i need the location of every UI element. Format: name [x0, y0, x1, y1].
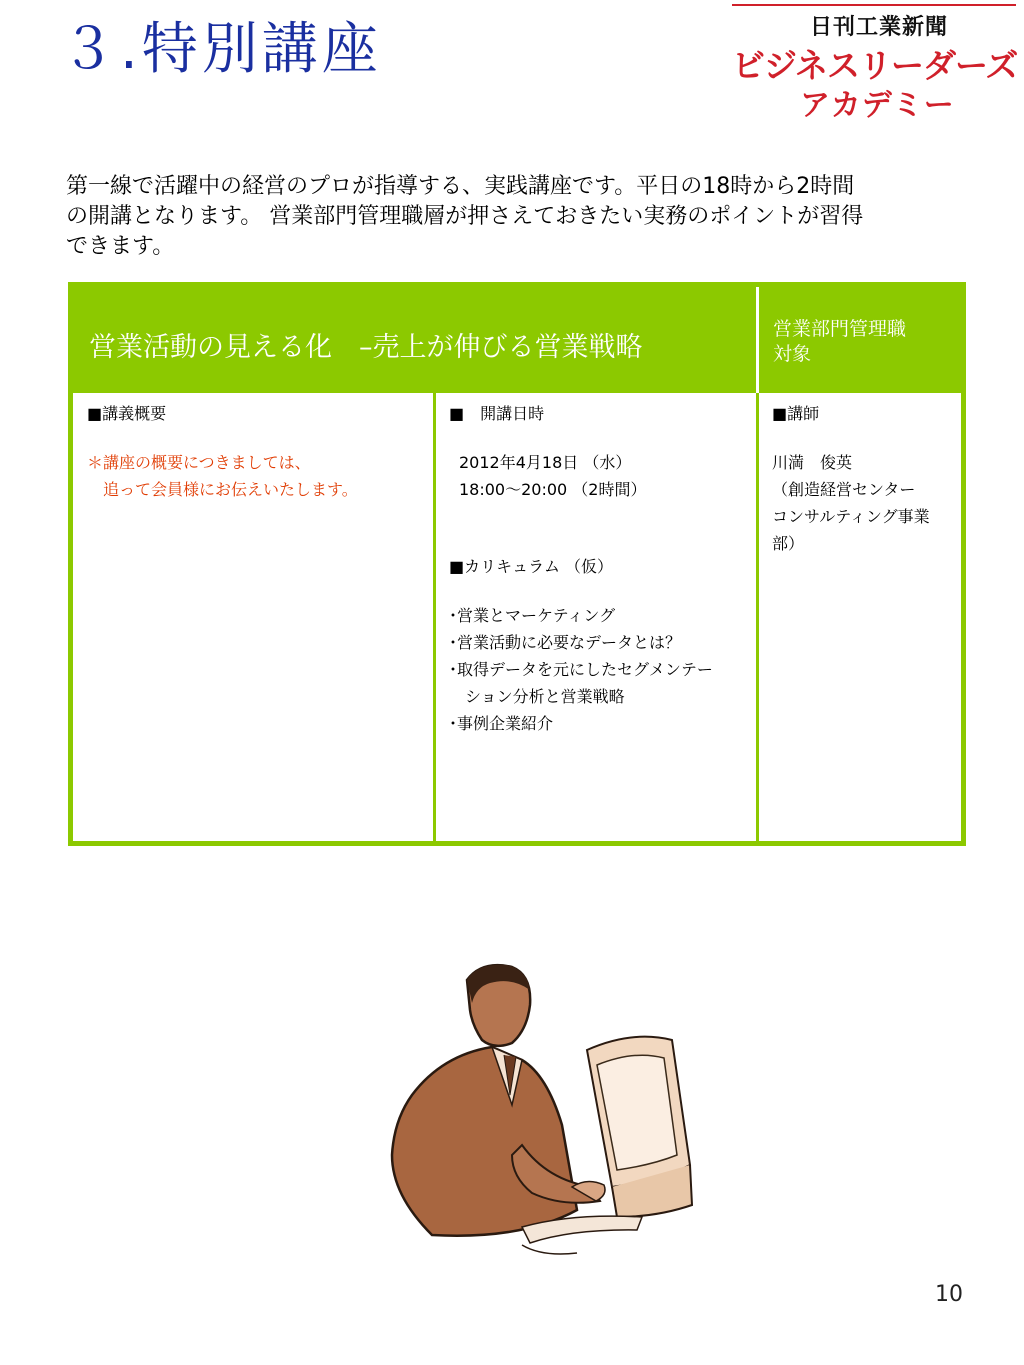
- course-target-line: 営業部門管理職: [773, 318, 907, 340]
- schedule-date: 2012年4月18日 （水）: [459, 453, 632, 472]
- overview-note-line: ＊講座の概要につきましては、: [87, 453, 311, 472]
- column-divider: [756, 393, 759, 841]
- instructor-affiliation-line: 部）: [772, 534, 805, 553]
- businessman-at-computer-icon: [372, 955, 712, 1270]
- overview-note-line: 追って会員様にお伝えいたします。: [87, 480, 358, 499]
- spacer: [87, 427, 427, 449]
- curriculum-item: ･事例企業紹介: [449, 714, 554, 733]
- spacer: [772, 427, 957, 449]
- logo-line-3: アカデミー: [800, 88, 955, 123]
- course-title: 営業活動の見える化 –売上が伸びる営業戦略: [89, 332, 643, 363]
- course-title-header: [73, 287, 756, 393]
- intro-text: [66, 172, 976, 262]
- logo-line-1: 日刊工業新聞: [810, 15, 949, 40]
- page-number: 10: [935, 1282, 963, 1307]
- instructor-affiliation-line: コンサルティング事業: [772, 507, 930, 526]
- slide-title: ３.特別講座: [60, 17, 382, 82]
- intro-line: できます。: [66, 234, 175, 259]
- schedule-label: ■ 開講日時: [449, 404, 545, 423]
- spacer: [449, 580, 749, 602]
- curriculum-item: ション分析と営業戦略: [449, 687, 625, 706]
- intro-line: 第一線で活躍中の経営のプロが指導する、実践講座です。平日の18時から2時間: [66, 174, 855, 199]
- instructor-cell: [772, 400, 957, 557]
- curriculum-label: ■カリキュラム （仮）: [449, 557, 614, 576]
- course-table: [68, 282, 966, 846]
- logo-line-2: ビジネスリーダーズ: [732, 46, 1018, 85]
- curriculum-item: ･営業活動に必要なデータとは？: [449, 633, 682, 652]
- column-divider: [433, 393, 436, 841]
- overview-label: ■講義概要: [87, 404, 167, 423]
- spacer: [449, 503, 749, 553]
- schedule-time: 18:00～20:00 （2時間）: [459, 480, 647, 499]
- instructor-name: 川満 俊英: [772, 453, 853, 472]
- spacer: [449, 427, 749, 449]
- logo-rule: [732, 4, 1016, 6]
- intro-line: の開講となります。 営業部門管理職層が押さえておきたい実務のポイントが習得: [66, 204, 864, 229]
- course-target-line: 対象: [773, 343, 812, 365]
- overview-cell: [87, 400, 427, 503]
- curriculum-item: ･取得データを元にしたセグメンテー: [449, 660, 713, 679]
- course-target: [773, 317, 953, 367]
- instructor-label: ■講師: [772, 404, 820, 423]
- course-target-header: [759, 287, 961, 393]
- instructor-affiliation-line: （創造経営センター: [772, 480, 916, 499]
- company-logo: [732, 4, 1018, 123]
- schedule-cell: [449, 400, 749, 737]
- curriculum-item: ･営業とマーケティング: [449, 606, 616, 625]
